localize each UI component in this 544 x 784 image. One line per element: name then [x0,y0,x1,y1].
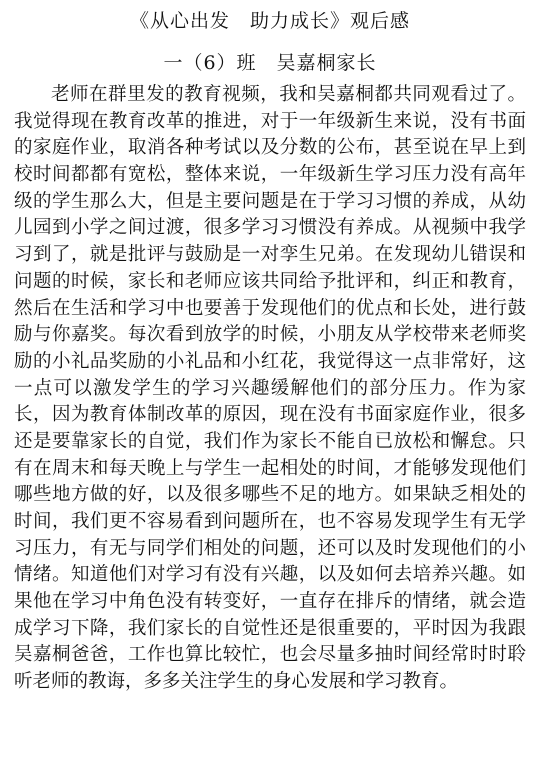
paragraph-line: 励的小礼品奖励的小礼品和小红花，我觉得这一点非常好，这 [14,350,526,372]
document-body [14,82,526,696]
paragraph-line: 时间，我们更不容易看到问题所在，也不容易发现学生有无学 [14,511,526,532]
paragraph-line: 一点可以激发学生的学习兴趣缓解他们的部分压力。作为家 [14,377,526,399]
paragraph-line: 然后在生活和学习中也要善于发现他们的优点和长处，进行鼓 [14,297,526,319]
paragraph-line: 我觉得现在教育改革的推进，对于一年级新生来说，没有书面 [14,110,526,132]
paragraph-line: 果他在学习中角色没有转变好，一直存在排斥的情绪，就会造 [14,591,526,613]
paragraph-line: 励与你嘉奖。每次看到放学的时候，小朋友从学校带来老师奖 [14,324,526,346]
document-author-line: 一（6）班 吴嘉桐家长 [163,52,377,74]
document-title: 《从心出发 助力成长》观后感 [129,10,410,32]
paragraph-line: 有在周末和每天晚上与学生一起相处的时间，才能够发现他们 [14,457,526,479]
paragraph-line: 习到了，就是批评与鼓励是一对孪生兄弟。在发现幼儿错误和 [14,244,526,266]
paragraph-line: 的家庭作业，取消各种考试以及分数的公布，甚至说在早上到 [14,137,526,159]
paragraph-line: 吴嘉桐爸爸，工作也算比较忙，也会尽量多抽时间经常时时聆 [14,644,526,666]
paragraph-line: 情绪。知道他们对学习有没有兴趣，以及如何去培养兴趣。如 [14,564,526,586]
paragraph-line: 成学习下降，我们家长的自觉性还是很重要的，平时因为我跟 [14,617,526,639]
paragraph-line: 问题的时候，家长和老师应该共同给予批评和，纠正和教育， [14,270,526,292]
paragraph-line: 习压力，有无与同学们相处的问题，还可以及时发现他们的小 [14,537,526,559]
paragraph-line: 老师在群里发的教育视频，我和吴嘉桐都共同观看过了。 [51,84,526,105]
paragraph-line: 哪些地方做的好，以及很多哪些不足的地方。如果缺乏相处的 [14,484,526,506]
paragraph-line: 长，因为教育体制改革的原因，现在没有书面家庭作业，很多 [14,404,526,426]
paragraph-line: 还是要靠家长的自觉，我们作为家长不能自已放松和懈怠。只 [14,430,526,452]
paragraph-line: 听老师的教诲，多多关注学生的身心发展和学习教育。 [14,671,459,693]
paragraph-line: 校时间都都有宽松，整体来说，一年级新生学习压力没有高年 [14,164,526,186]
paragraph-line: 级的学生那么大，但是主要问题是在于学习习惯的养成，从幼 [14,190,526,212]
paragraph-line: 儿园到小学之间过渡，很多学习习惯没有养成。从视频中我学 [14,217,526,239]
